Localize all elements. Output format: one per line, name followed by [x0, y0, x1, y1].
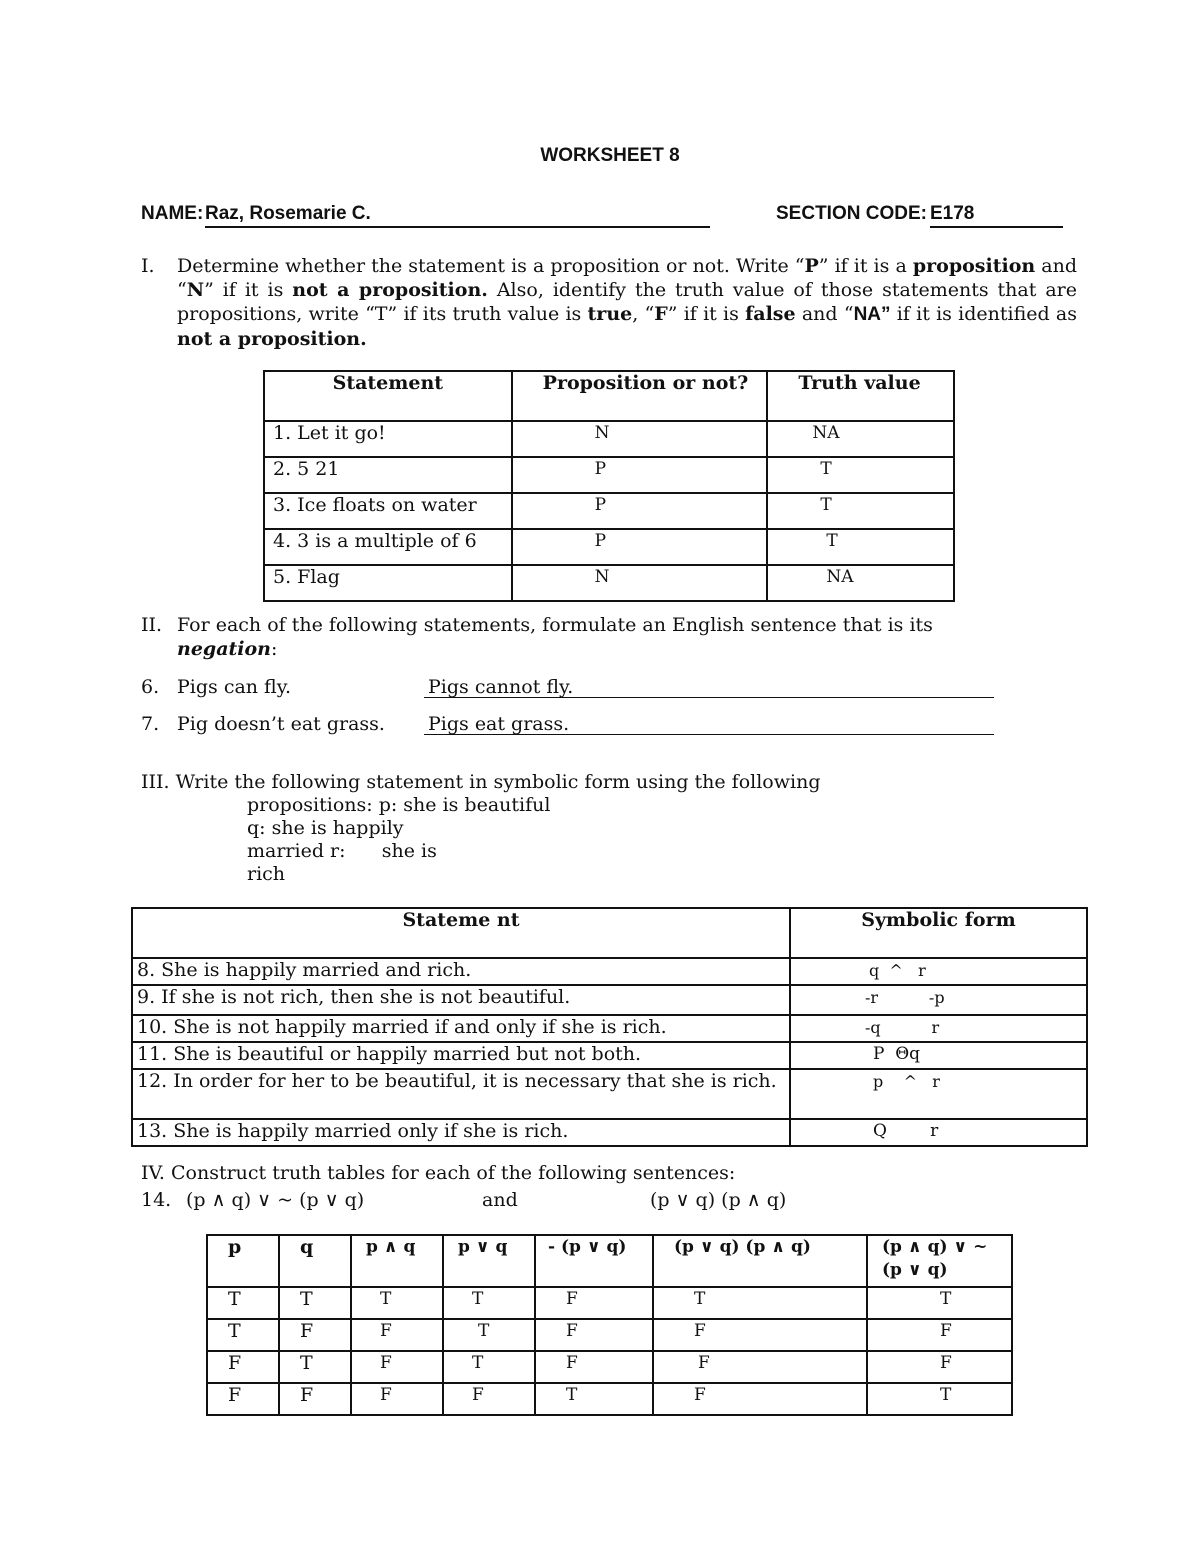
table-header-row: [264, 371, 954, 421]
table-cell: 2. 5 21: [264, 457, 512, 493]
table-cell: T: [767, 457, 954, 493]
table-cell: N: [512, 565, 768, 601]
column-header: p ∨ q: [443, 1235, 535, 1287]
table-row: [132, 1119, 1087, 1146]
table-cell: T: [443, 1351, 535, 1383]
column-header: q: [279, 1235, 351, 1287]
part3-proposition-q: q: she is happily: [247, 817, 404, 839]
negation-answer: Pigs cannot fly.: [428, 676, 574, 698]
table-cell: T: [767, 493, 954, 529]
column-header: p: [207, 1235, 279, 1287]
table-cell: F: [535, 1351, 653, 1383]
part3-proposition-r: married r: she is: [247, 840, 437, 862]
table-cell: F: [279, 1383, 351, 1415]
table-cell: 13. She is happily married only if she is rich.: [132, 1119, 790, 1146]
table-cell: T: [867, 1287, 1012, 1319]
part3-proposition-p: propositions: p: she is beautiful: [247, 794, 551, 816]
table-header-row: [207, 1235, 1012, 1287]
part3-proposition-r-cont: rich: [247, 863, 286, 885]
table-cell: NA: [767, 565, 954, 601]
table-cell: 5. Flag: [264, 565, 512, 601]
table-cell: N: [512, 421, 768, 457]
table-cell: -r -p: [790, 985, 1087, 1015]
section-code-value: E178: [930, 203, 975, 224]
part1-instructions: Determine whether the statement is a proposition or not. Write “P” if it is a proposition and “N” if it is not a proposition. Also, identify the truth value of those statements that are propositions, write “T” if its truth value is true, “F” if it is false and “NA” if it is identified as not a proposition.: [177, 255, 1077, 350]
table-cell: F: [653, 1351, 867, 1383]
part2-instructions: For each of the following statements, formulate an English sentence that is its negation:: [177, 614, 933, 660]
table-row: [132, 958, 1087, 985]
column-header: - (p ∨ q): [535, 1235, 653, 1287]
table-row: [264, 457, 954, 493]
table-row: [132, 1015, 1087, 1042]
table-cell: F: [867, 1351, 1012, 1383]
table-cell: T: [443, 1287, 535, 1319]
truth-table-expression-2: (p ∨ q) (p ∧ q): [650, 1189, 787, 1211]
column-header: Statement: [264, 371, 512, 421]
table-cell: 8. She is happily married and rich.: [132, 958, 790, 985]
table-cell: P: [512, 457, 768, 493]
negation-statement: Pig doesn’t eat grass.: [177, 713, 385, 735]
negation-answer: Pigs eat grass.: [428, 713, 570, 735]
table-row: [207, 1319, 1012, 1351]
table-cell: F: [867, 1319, 1012, 1351]
table-cell: p ^ r: [790, 1069, 1087, 1119]
section-code-label: SECTION CODE:: [776, 203, 927, 224]
table-cell: F: [207, 1383, 279, 1415]
table-row: [264, 421, 954, 457]
table-cell: T: [351, 1287, 443, 1319]
table-row: [132, 1069, 1087, 1119]
table-cell: 10. She is not happily married if and only if she is rich.: [132, 1015, 790, 1042]
table-cell: -q r: [790, 1015, 1087, 1042]
table-cell: F: [351, 1351, 443, 1383]
truth-table: [206, 1234, 1013, 1416]
table-row: [132, 1042, 1087, 1069]
name-field[interactable]: [205, 203, 710, 228]
table-cell: T: [767, 529, 954, 565]
table-cell: P Θq: [790, 1042, 1087, 1069]
part1-numeral: I.: [141, 255, 155, 277]
table-cell: T: [279, 1351, 351, 1383]
table-header-row: [132, 908, 1087, 958]
column-header: Symbolic form: [790, 908, 1087, 958]
table-cell: q ^ r: [790, 958, 1087, 985]
table-cell: 1. Let it go!: [264, 421, 512, 457]
table-cell: F: [351, 1383, 443, 1415]
table-row: [207, 1351, 1012, 1383]
table-cell: T: [207, 1287, 279, 1319]
column-header: Proposition or not?: [512, 371, 768, 421]
symbolic-form-table: [131, 907, 1088, 1147]
item-number: 6.: [141, 676, 160, 698]
name-value: Raz, Rosemarie C.: [205, 203, 371, 224]
table-cell: NA: [767, 421, 954, 457]
table-cell: F: [653, 1319, 867, 1351]
table-cell: 11. She is beautiful or happily married but not both.: [132, 1042, 790, 1069]
table-cell: 9. If she is not rich, then she is not beautiful.: [132, 985, 790, 1015]
truth-table-expression-1: (p ∧ q) ∨ ~ (p ∨ q): [186, 1189, 365, 1211]
table-row: [264, 493, 954, 529]
table-row: [264, 529, 954, 565]
table-cell: F: [279, 1319, 351, 1351]
table-cell: T: [443, 1319, 535, 1351]
table-row: [132, 985, 1087, 1015]
item-number: 7.: [141, 713, 160, 735]
part4-instructions: IV. Construct truth tables for each of the following sentences:: [141, 1162, 736, 1184]
part2-numeral: II.: [141, 614, 163, 636]
and-label: and: [482, 1189, 518, 1211]
table-cell: P: [512, 493, 768, 529]
table-row: [207, 1287, 1012, 1319]
table-cell: F: [653, 1383, 867, 1415]
table-cell: 4. 3 is a multiple of 6: [264, 529, 512, 565]
table-cell: F: [535, 1287, 653, 1319]
table-cell: Q r: [790, 1119, 1087, 1146]
section-code-field[interactable]: [930, 203, 1063, 228]
table-cell: F: [351, 1319, 443, 1351]
negation-answer-field[interactable]: [424, 712, 994, 735]
table-cell: 12. In order for her to be beautiful, it is necessary that she is rich.: [132, 1069, 790, 1119]
table-row: [264, 565, 954, 601]
column-header: (p ∨ q) (p ∧ q): [653, 1235, 867, 1287]
name-label: NAME:: [141, 203, 204, 224]
column-header: (p ∧ q) ∨ ~ (p ∨ q): [867, 1235, 1012, 1287]
proposition-table: [263, 370, 955, 602]
table-row: [207, 1383, 1012, 1415]
column-header: p ∧ q: [351, 1235, 443, 1287]
negation-answer-field[interactable]: [424, 675, 994, 698]
column-header: Stateme nt: [132, 908, 790, 958]
table-cell: F: [443, 1383, 535, 1415]
page-title: WORKSHEET 8: [540, 145, 680, 166]
table-cell: F: [207, 1351, 279, 1383]
table-cell: T: [207, 1319, 279, 1351]
item-number: 14.: [141, 1189, 172, 1211]
table-cell: 3. Ice floats on water: [264, 493, 512, 529]
table-cell: F: [535, 1319, 653, 1351]
part3-instructions: III. Write the following statement in symbolic form using the following: [141, 771, 821, 793]
table-cell: T: [279, 1287, 351, 1319]
column-header: Truth value: [767, 371, 954, 421]
table-cell: T: [535, 1383, 653, 1415]
table-cell: P: [512, 529, 768, 565]
table-cell: T: [867, 1383, 1012, 1415]
table-cell: T: [653, 1287, 867, 1319]
negation-statement: Pigs can fly.: [177, 676, 291, 698]
